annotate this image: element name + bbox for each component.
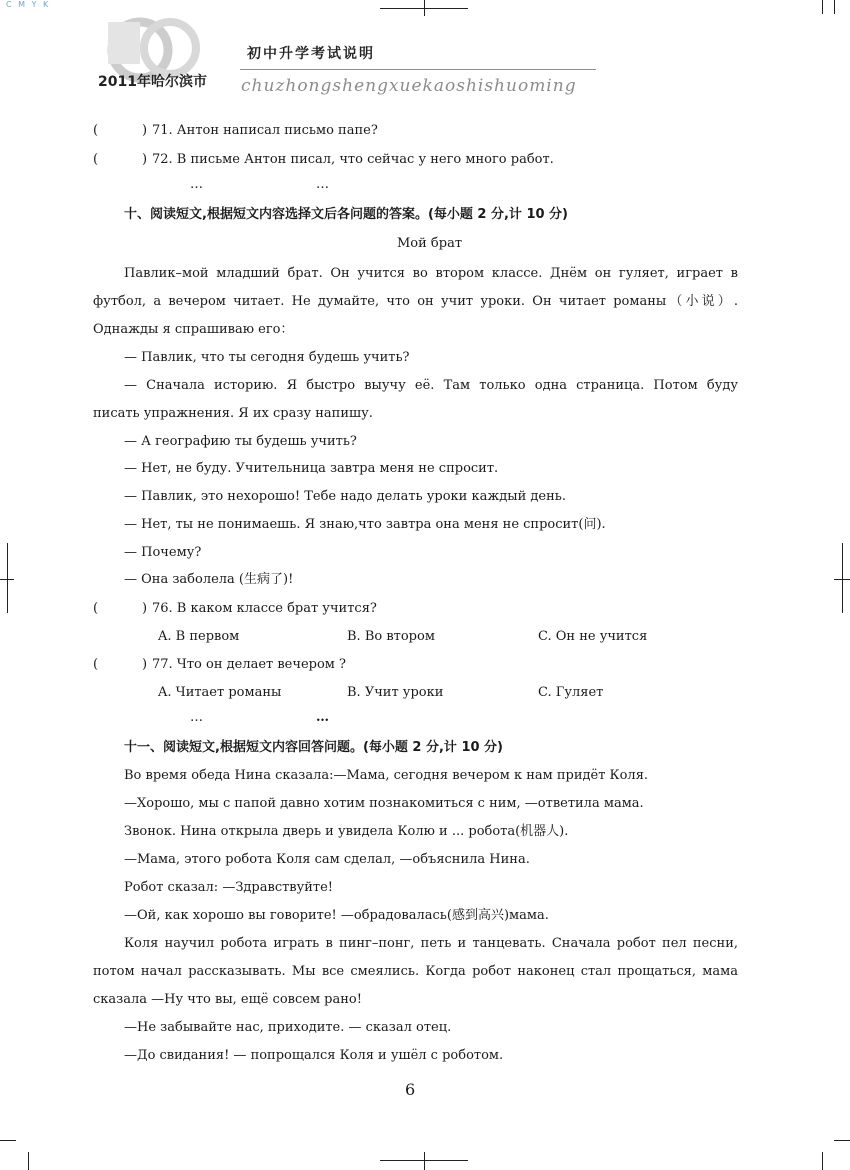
ellipsis: … [316, 177, 329, 192]
ellipsis: … [190, 710, 203, 725]
crop-mark [842, 543, 843, 613]
option-b: B. Учит уроки [347, 685, 444, 700]
crop-mark [834, 1140, 850, 1141]
story-line: —Хорошо, мы с папой давно хотим познакомиться с ним, —ответила мама. [124, 796, 644, 811]
question-76: 76. В каком классе брат учится? [152, 601, 377, 616]
crop-mark [834, 0, 835, 14]
story-line: Во время обеда Нина сказала:—Мама, сегодня вечером к нам придёт Коля. [124, 768, 649, 783]
header-divider [240, 69, 596, 70]
question-77-paren-open: ( [93, 657, 99, 672]
dialog-line: — Павлик, это нехорошо! Тебе надо делать уроки каждый день. [124, 489, 566, 504]
dialog-line: — Павлик, что ты сегодня будешь учить? [124, 350, 410, 365]
question-72-paren-open: ( [93, 152, 99, 167]
ellipsis: … [190, 177, 203, 192]
dialog-line: — Нет, не буду. Учительница завтра меня не спросит. [124, 461, 499, 476]
header-pinyin: chuzhongshengxuekaoshishuoming [241, 76, 577, 96]
dialog-line: — Почему? [124, 545, 202, 560]
cmyk-color-bar: C M Y K [6, 0, 51, 9]
section-11-heading: 十一、阅读短文,根据短文内容回答问题。(每小题 2 分,计 10 分) [124, 740, 503, 755]
story-line: Робот сказал: —Здравствуйте! [124, 880, 334, 895]
dialog-line: — Нет, ты не понимаешь. Я знаю,что завтра она меня не спросит(问). [124, 517, 606, 532]
crop-mark [0, 1140, 16, 1141]
option-c: C. Гуляет [538, 685, 604, 700]
header-title: 初中升学考试说明 [247, 46, 375, 62]
question-71-paren-close: ) [142, 123, 148, 138]
crop-mark [834, 579, 850, 580]
question-77-paren-close: ) [142, 657, 148, 672]
option-a: A. В первом [158, 629, 240, 644]
passage-title: Мой брат [397, 236, 463, 251]
section-10-heading: 十、阅读短文,根据短文内容选择文后各问题的答案。(每小题 2 分,计 10 分) [124, 207, 568, 222]
passage-line: Однажды я спрашиваю его： [93, 322, 294, 337]
crop-mark [424, 1152, 425, 1170]
question-76-paren-close: ) [142, 601, 148, 616]
crop-mark [424, 0, 425, 16]
story-line: —Не забывайте нас, приходите. — сказал отец. [124, 1020, 452, 1035]
crop-mark [7, 543, 8, 613]
story-line: —Мама, этого робота Коля сам сделал, —объяснила Нина. [124, 852, 530, 867]
option-c: C. Он не учится [538, 629, 648, 644]
question-76-paren-open: ( [93, 601, 99, 616]
crop-mark [0, 579, 14, 580]
dialog-line: — А географию ты будешь учить? [124, 434, 357, 449]
crop-mark [822, 0, 823, 14]
passage-line: Павлик–мой младший брат. Он учится во втором классе. Днём он гуляет, играет в [124, 266, 738, 281]
header-year-city: 2011年哈尔滨市 [98, 74, 207, 90]
option-a: A. Читает романы [158, 685, 282, 700]
dialog-line: — Она заболела (生病了)! [124, 572, 294, 587]
ellipsis: … [316, 710, 329, 725]
story-line: —До свидания! — попрощался Коля и ушёл с роботом. [124, 1048, 504, 1063]
passage-line: футбол, а вечером читает. Не думайте, что он учит уроки. Он читает романы（小说）. [93, 294, 738, 309]
story-paragraph-line: потом начал рассказывать. Мы все смеялись. Когда робот наконец стал прощаться, мама [93, 964, 738, 979]
question-71: 71. Антон написал письмо папе? [152, 123, 378, 138]
story-line: —Ой, как хорошо вы говорите! —обрадовалась(感到高兴)мама. [124, 908, 549, 923]
story-paragraph-line: сказала —Ну что вы, ещё совсем рано! [93, 992, 362, 1007]
question-72-paren-close: ) [142, 152, 148, 167]
story-paragraph-line: Коля научил робота играть в пинг–понг, петь и танцевать. Сначала робот пел песни, [124, 936, 738, 951]
dialog-line: писать упражнения. Я их сразу напишу. [93, 406, 373, 421]
crop-mark [28, 1152, 29, 1170]
story-line: Звонок. Нина открыла дверь и увидела Колю и ... робота(机器人). [124, 824, 569, 839]
question-77: 77. Что он делает вечером ? [152, 657, 347, 672]
question-72: 72. В письме Антон писал, что сейчас у него много работ. [152, 152, 554, 167]
question-71-paren-open: ( [93, 123, 99, 138]
option-b: B. Во втором [347, 629, 435, 644]
dialog-line: — Сначала историю. Я быстро выучу её. Там только одна страница. Потом буду [124, 378, 738, 393]
page-number: 6 [405, 1080, 416, 1099]
crop-mark [822, 1152, 823, 1170]
